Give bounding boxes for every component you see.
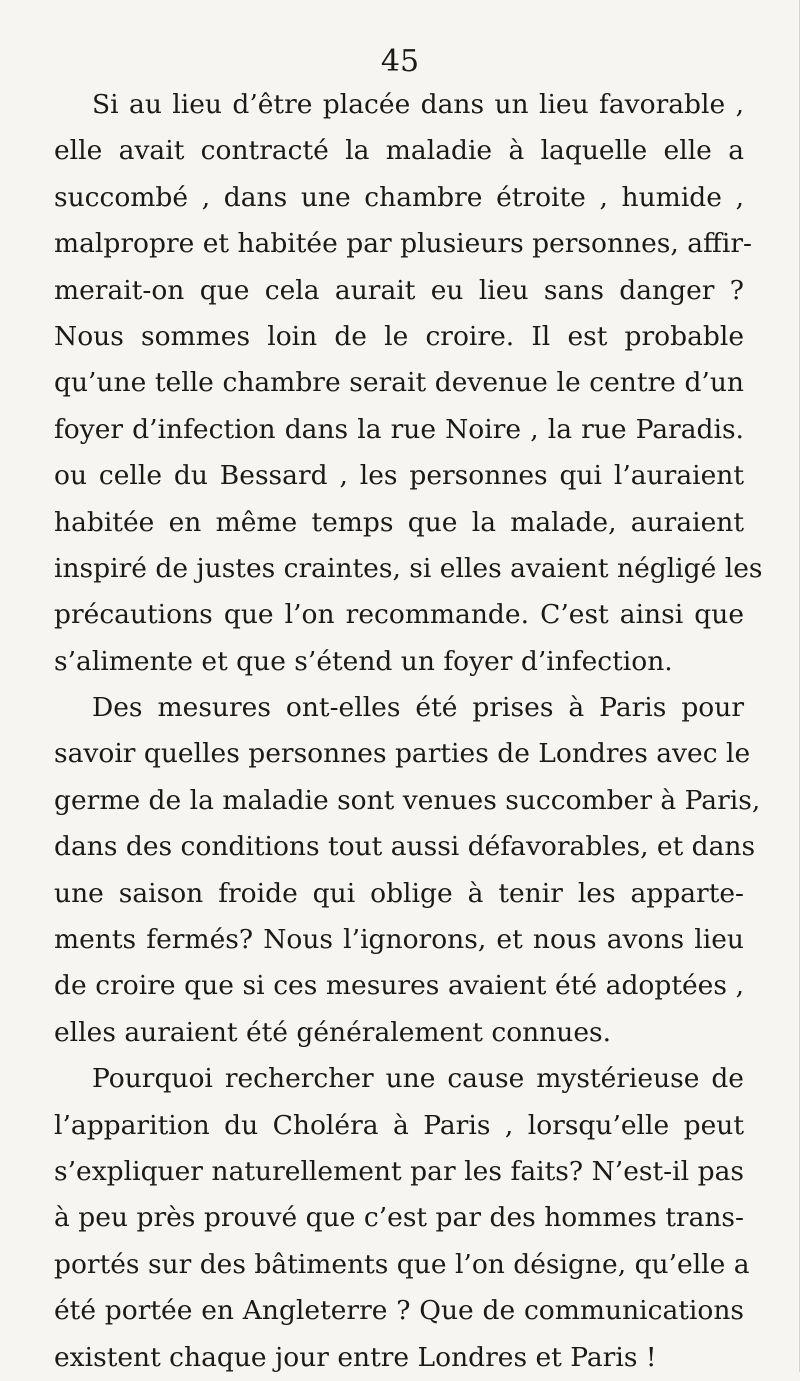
text-line: Pourquoi rechercher une cause mystérieuse de <box>92 1063 744 1095</box>
text-line: elles auraient été généralement connues. <box>54 1016 612 1048</box>
text-line: ments fermés? Nous l’ignorons, et nous avons lieu <box>54 924 744 956</box>
text-line: de croire que si ces mesures avaient été adoptées , <box>54 970 744 1002</box>
text-line: savoir quelles personnes parties de Londres avec le <box>54 738 751 770</box>
text-line: Des mesures ont-elles été prises à Paris pour <box>92 692 744 724</box>
text-line: malpropre et habitée par plusieurs personnes, affir- <box>54 228 752 260</box>
text-line: existent chaque jour entre Londres et Paris ! <box>54 1341 657 1373</box>
text-line: précautions que l’on recommande. C’est ainsi que <box>54 599 744 631</box>
page-number: 45 <box>380 44 420 79</box>
text-line: qu’une telle chambre serait devenue le centre d’un <box>54 367 744 399</box>
text-line: s’expliquer naturellement par les faits? N’est-il pas <box>54 1155 744 1187</box>
text-line: foyer d’infection dans la rue Noire , la rue Paradis. <box>54 413 744 445</box>
text-line: dans des conditions tout aussi défavorables, et dans <box>54 831 756 863</box>
text-line: Si au lieu d’être placée dans un lieu favorable , <box>92 89 744 120</box>
text-line: été portée en Angleterre ? Que de communications <box>54 1295 744 1327</box>
text-line: merait-on que cela aurait eu lieu sans danger ? <box>54 274 744 306</box>
text-line: portés sur des bâtiments que l’on désigne, qu’elle a <box>54 1248 750 1280</box>
text-line: une saison froide qui oblige à tenir les apparte- <box>54 877 744 909</box>
text-line: elle avait contracté la maladie à laquelle elle a <box>54 135 744 167</box>
body-text <box>54 82 763 1381</box>
text-line: ou celle du Bessard , les personnes qui l’auraient <box>54 460 744 492</box>
text-line: succombé , dans une chambre étroite , humide , <box>54 181 744 213</box>
text-line: germe de la maladie sont venues succomber à Paris, <box>54 784 761 816</box>
text-line: Nous sommes loin de le croire. Il est probable <box>54 320 744 352</box>
text-line: s’alimente et que s’étend un foyer d’infection. <box>54 645 673 677</box>
text-line: habitée en même temps que la malade, auraient <box>54 506 744 538</box>
text-line: l’apparition du Choléra à Paris , lorsqu’elle peut <box>54 1109 744 1141</box>
text-line: inspiré de justes craintes, si elles avaient négligé les <box>54 552 763 584</box>
text-line: à peu près prouvé que c’est par des hommes trans- <box>54 1202 744 1234</box>
